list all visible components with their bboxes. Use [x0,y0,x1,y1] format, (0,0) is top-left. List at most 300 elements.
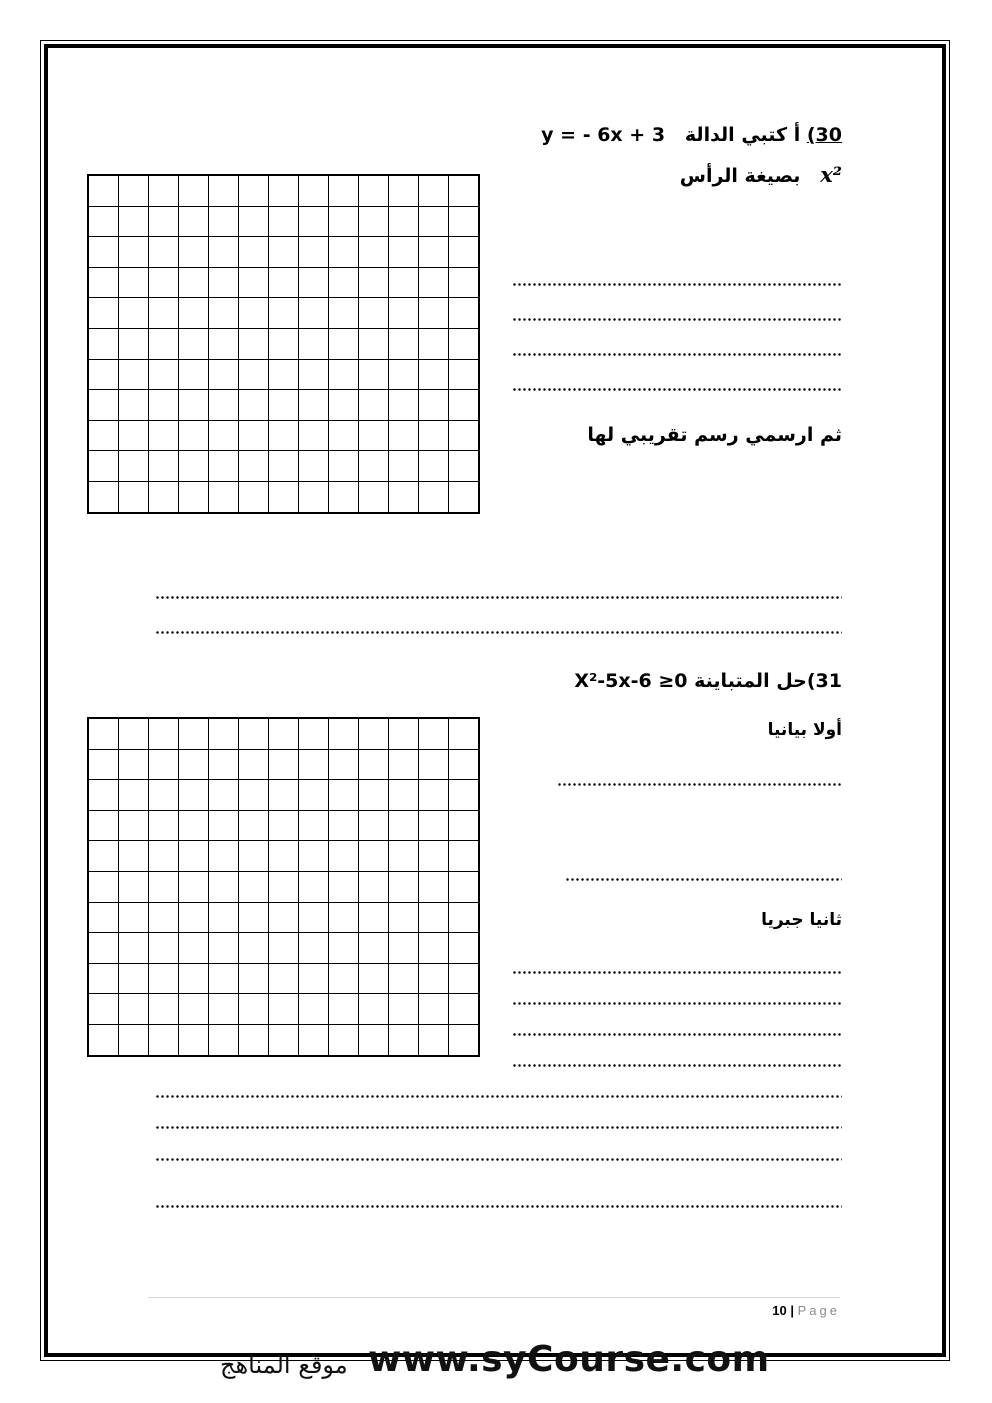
answer-line[interactable] [512,971,842,974]
grid-cell[interactable] [389,963,419,994]
grid-cell[interactable] [329,841,359,872]
grid-cell[interactable] [449,871,480,902]
grid-cell[interactable] [179,902,209,933]
grid-cell[interactable] [299,328,329,359]
grid-cell[interactable] [179,267,209,298]
grid-cell[interactable] [449,206,480,237]
grid-cell[interactable] [329,902,359,933]
grid-cell[interactable] [119,718,149,749]
answer-line[interactable] [512,1002,842,1005]
grid-cell[interactable] [209,933,239,964]
grid-cell[interactable] [359,328,389,359]
grid-cell[interactable] [389,451,419,482]
grid-cell[interactable] [359,359,389,390]
grid-cell[interactable] [269,481,299,512]
grid-cell[interactable] [88,298,119,329]
grid-cell[interactable] [419,451,449,482]
grid-cell[interactable] [88,749,119,780]
grid-cell[interactable] [119,206,149,237]
grid-cell[interactable] [179,237,209,268]
grid-cell[interactable] [359,871,389,902]
grid-cell[interactable] [359,481,389,512]
grid-cell[interactable] [299,994,329,1025]
grid-cell[interactable] [449,810,480,841]
grid-cell[interactable] [329,390,359,421]
grid-cell[interactable] [149,206,179,237]
grid-cell[interactable] [449,420,480,451]
grid-cell[interactable] [299,749,329,780]
grid-cell[interactable] [179,994,209,1025]
grid-cell[interactable] [359,780,389,811]
grid-cell[interactable] [299,810,329,841]
grid-cell[interactable] [419,902,449,933]
grid-cell[interactable] [329,963,359,994]
grid-cell[interactable] [389,902,419,933]
grid-cell[interactable] [449,994,480,1025]
grid-cell[interactable] [269,420,299,451]
grid-cell[interactable] [149,933,179,964]
grid-cell[interactable] [149,175,179,206]
grid-cell[interactable] [419,481,449,512]
grid-cell[interactable] [389,481,419,512]
grid-cell[interactable] [269,175,299,206]
grid-cell[interactable] [119,780,149,811]
answer-line[interactable] [155,1126,842,1129]
grid-cell[interactable] [119,175,149,206]
grid-cell[interactable] [239,451,269,482]
grid-cell[interactable] [389,390,419,421]
grid-cell[interactable] [389,175,419,206]
answer-line[interactable] [155,1158,842,1161]
grid-cell[interactable] [179,206,209,237]
grid-cell[interactable] [88,1024,119,1055]
grid-cell[interactable] [119,390,149,421]
grid-cell[interactable] [239,420,269,451]
grid-cell[interactable] [179,841,209,872]
grid-cell[interactable] [269,237,299,268]
answer-line[interactable] [565,878,842,881]
grid-cell[interactable] [419,718,449,749]
grid-cell[interactable] [149,359,179,390]
grid-cell[interactable] [88,780,119,811]
grid-cell[interactable] [88,206,119,237]
grid-cell[interactable] [389,994,419,1025]
q31-graph-grid[interactable] [87,717,480,1057]
grid-cell[interactable] [149,237,179,268]
grid-cell[interactable] [149,871,179,902]
grid-cell[interactable] [329,1024,359,1055]
grid-cell[interactable] [299,298,329,329]
grid-cell[interactable] [209,871,239,902]
grid-cell[interactable] [209,451,239,482]
grid-cell[interactable] [179,328,209,359]
grid-cell[interactable] [239,328,269,359]
grid-cell[interactable] [119,267,149,298]
grid-cell[interactable] [239,718,269,749]
grid-cell[interactable] [359,206,389,237]
answer-line[interactable] [512,1064,842,1067]
grid-cell[interactable] [209,175,239,206]
grid-cell[interactable] [389,328,419,359]
grid-cell[interactable] [449,963,480,994]
answer-line[interactable] [512,283,842,286]
grid-cell[interactable] [269,718,299,749]
grid-cell[interactable] [419,298,449,329]
grid-cell[interactable] [209,963,239,994]
grid-cell[interactable] [149,1024,179,1055]
grid-cell[interactable] [359,1024,389,1055]
grid-cell[interactable] [329,933,359,964]
grid-cell[interactable] [149,451,179,482]
grid-cell[interactable] [419,390,449,421]
grid-cell[interactable] [119,749,149,780]
grid-cell[interactable] [179,451,209,482]
grid-cell[interactable] [209,206,239,237]
grid-cell[interactable] [299,780,329,811]
grid-cell[interactable] [88,420,119,451]
grid-cell[interactable] [88,810,119,841]
grid-cell[interactable] [179,420,209,451]
grid-cell[interactable] [179,871,209,902]
grid-cell[interactable] [419,328,449,359]
grid-cell[interactable] [419,206,449,237]
grid-cell[interactable] [299,481,329,512]
grid-cell[interactable] [359,902,389,933]
answer-line[interactable] [155,631,842,634]
grid-cell[interactable] [88,963,119,994]
grid-cell[interactable] [239,359,269,390]
grid-cell[interactable] [389,780,419,811]
grid-cell[interactable] [119,871,149,902]
grid-cell[interactable] [88,902,119,933]
grid-cell[interactable] [239,902,269,933]
answer-line[interactable] [512,353,842,356]
grid-cell[interactable] [119,810,149,841]
answer-line[interactable] [155,596,842,599]
grid-cell[interactable] [299,718,329,749]
grid-cell[interactable] [419,1024,449,1055]
grid-cell[interactable] [209,359,239,390]
grid-cell[interactable] [149,420,179,451]
grid-cell[interactable] [449,1024,480,1055]
grid-cell[interactable] [239,206,269,237]
grid-cell[interactable] [359,175,389,206]
grid-cell[interactable] [209,267,239,298]
grid-cell[interactable] [88,390,119,421]
grid-cell[interactable] [149,994,179,1025]
grid-cell[interactable] [269,871,299,902]
grid-cell[interactable] [389,359,419,390]
grid-cell[interactable] [329,267,359,298]
grid-cell[interactable] [119,481,149,512]
grid-cell[interactable] [299,175,329,206]
grid-cell[interactable] [359,994,389,1025]
grid-cell[interactable] [299,1024,329,1055]
grid-cell[interactable] [149,267,179,298]
grid-cell[interactable] [88,267,119,298]
grid-cell[interactable] [449,267,480,298]
grid-cell[interactable] [299,451,329,482]
grid-cell[interactable] [119,420,149,451]
grid-cell[interactable] [239,749,269,780]
grid-cell[interactable] [449,902,480,933]
grid-cell[interactable] [329,206,359,237]
grid-cell[interactable] [329,359,359,390]
grid-cell[interactable] [299,237,329,268]
grid-cell[interactable] [389,810,419,841]
grid-cell[interactable] [239,237,269,268]
grid-cell[interactable] [179,1024,209,1055]
grid-cell[interactable] [179,963,209,994]
grid-cell[interactable] [449,451,480,482]
answer-line[interactable] [512,1033,842,1036]
grid-cell[interactable] [149,718,179,749]
grid-cell[interactable] [119,933,149,964]
grid-cell[interactable] [269,328,299,359]
grid-cell[interactable] [299,933,329,964]
grid-cell[interactable] [419,963,449,994]
grid-cell[interactable] [329,994,359,1025]
grid-cell[interactable] [179,933,209,964]
grid-cell[interactable] [88,718,119,749]
grid-cell[interactable] [269,1024,299,1055]
grid-cell[interactable] [269,298,299,329]
grid-cell[interactable] [389,237,419,268]
grid-cell[interactable] [119,298,149,329]
grid-cell[interactable] [359,718,389,749]
grid-cell[interactable] [329,420,359,451]
grid-cell[interactable] [419,780,449,811]
grid-cell[interactable] [449,237,480,268]
grid-cell[interactable] [269,206,299,237]
grid-cell[interactable] [449,175,480,206]
grid-cell[interactable] [359,390,389,421]
grid-cell[interactable] [299,390,329,421]
grid-cell[interactable] [209,810,239,841]
grid-cell[interactable] [389,298,419,329]
grid-cell[interactable] [179,390,209,421]
grid-cell[interactable] [359,451,389,482]
grid-cell[interactable] [88,994,119,1025]
grid-cell[interactable] [209,298,239,329]
grid-cell[interactable] [209,718,239,749]
grid-cell[interactable] [269,994,299,1025]
grid-cell[interactable] [88,359,119,390]
grid-cell[interactable] [449,481,480,512]
grid-cell[interactable] [329,749,359,780]
grid-cell[interactable] [359,963,389,994]
grid-cell[interactable] [359,420,389,451]
grid-cell[interactable] [239,841,269,872]
grid-cell[interactable] [88,933,119,964]
grid-cell[interactable] [179,175,209,206]
grid-cell[interactable] [149,810,179,841]
grid-cell[interactable] [119,841,149,872]
grid-cell[interactable] [389,841,419,872]
grid-cell[interactable] [209,994,239,1025]
grid-cell[interactable] [299,841,329,872]
grid-cell[interactable] [269,963,299,994]
grid-cell[interactable] [449,718,480,749]
grid-cell[interactable] [119,1024,149,1055]
grid-cell[interactable] [88,237,119,268]
grid-cell[interactable] [149,963,179,994]
grid-cell[interactable] [329,481,359,512]
grid-cell[interactable] [359,810,389,841]
grid-cell[interactable] [449,933,480,964]
grid-cell[interactable] [329,237,359,268]
grid-cell[interactable] [269,390,299,421]
grid-cell[interactable] [419,994,449,1025]
grid-cell[interactable] [239,390,269,421]
grid-cell[interactable] [209,780,239,811]
grid-cell[interactable] [329,871,359,902]
grid-cell[interactable] [329,298,359,329]
grid-cell[interactable] [88,175,119,206]
grid-cell[interactable] [239,933,269,964]
grid-cell[interactable] [359,933,389,964]
grid-cell[interactable] [329,718,359,749]
grid-cell[interactable] [419,841,449,872]
grid-cell[interactable] [359,841,389,872]
grid-cell[interactable] [269,451,299,482]
grid-cell[interactable] [149,298,179,329]
grid-cell[interactable] [179,718,209,749]
grid-cell[interactable] [239,994,269,1025]
grid-cell[interactable] [389,871,419,902]
grid-cell[interactable] [88,871,119,902]
grid-cell[interactable] [419,175,449,206]
grid-cell[interactable] [149,780,179,811]
grid-cell[interactable] [449,328,480,359]
grid-cell[interactable] [119,359,149,390]
grid-cell[interactable] [359,749,389,780]
grid-cell[interactable] [269,749,299,780]
grid-cell[interactable] [389,1024,419,1055]
grid-cell[interactable] [299,420,329,451]
grid-cell[interactable] [239,1024,269,1055]
answer-line[interactable] [512,318,842,321]
grid-cell[interactable] [329,810,359,841]
grid-cell[interactable] [269,841,299,872]
grid-cell[interactable] [209,237,239,268]
grid-cell[interactable] [209,481,239,512]
grid-cell[interactable] [389,267,419,298]
grid-cell[interactable] [209,749,239,780]
grid-cell[interactable] [389,206,419,237]
grid-cell[interactable] [149,841,179,872]
grid-cell[interactable] [419,237,449,268]
grid-cell[interactable] [119,963,149,994]
grid-cell[interactable] [389,718,419,749]
grid-cell[interactable] [329,175,359,206]
grid-cell[interactable] [449,841,480,872]
grid-cell[interactable] [209,390,239,421]
grid-cell[interactable] [239,298,269,329]
grid-cell[interactable] [239,267,269,298]
grid-cell[interactable] [419,810,449,841]
grid-cell[interactable] [119,328,149,359]
grid-cell[interactable] [299,902,329,933]
grid-cell[interactable] [119,994,149,1025]
grid-cell[interactable] [449,780,480,811]
grid-cell[interactable] [88,481,119,512]
grid-cell[interactable] [389,933,419,964]
grid-cell[interactable] [239,963,269,994]
grid-cell[interactable] [299,871,329,902]
grid-cell[interactable] [269,810,299,841]
grid-cell[interactable] [149,390,179,421]
grid-cell[interactable] [419,749,449,780]
grid-cell[interactable] [329,451,359,482]
answer-line[interactable] [155,1095,842,1098]
grid-cell[interactable] [419,420,449,451]
grid-cell[interactable] [359,267,389,298]
grid-cell[interactable] [179,481,209,512]
q30-graph-grid[interactable] [87,174,480,514]
grid-cell[interactable] [449,749,480,780]
grid-cell[interactable] [88,451,119,482]
grid-cell[interactable] [389,420,419,451]
grid-cell[interactable] [359,237,389,268]
grid-cell[interactable] [269,902,299,933]
grid-cell[interactable] [88,841,119,872]
grid-cell[interactable] [299,267,329,298]
answer-line[interactable] [557,783,842,786]
answer-line[interactable] [155,1205,842,1208]
grid-cell[interactable] [209,420,239,451]
grid-cell[interactable] [329,328,359,359]
grid-cell[interactable] [419,359,449,390]
grid-cell[interactable] [239,175,269,206]
grid-cell[interactable] [119,902,149,933]
grid-cell[interactable] [119,451,149,482]
grid-cell[interactable] [209,841,239,872]
grid-cell[interactable] [209,1024,239,1055]
grid-cell[interactable] [449,298,480,329]
grid-cell[interactable] [299,963,329,994]
grid-cell[interactable] [329,780,359,811]
grid-cell[interactable] [209,328,239,359]
grid-cell[interactable] [239,871,269,902]
grid-cell[interactable] [149,481,179,512]
grid-cell[interactable] [149,902,179,933]
grid-cell[interactable] [269,933,299,964]
grid-cell[interactable] [419,267,449,298]
grid-cell[interactable] [239,481,269,512]
grid-cell[interactable] [149,328,179,359]
grid-cell[interactable] [88,328,119,359]
grid-cell[interactable] [269,267,299,298]
grid-cell[interactable] [239,810,269,841]
grid-cell[interactable] [449,390,480,421]
grid-cell[interactable] [419,933,449,964]
grid-cell[interactable] [149,749,179,780]
grid-cell[interactable] [179,359,209,390]
grid-cell[interactable] [179,298,209,329]
grid-cell[interactable] [419,871,449,902]
grid-cell[interactable] [179,780,209,811]
grid-cell[interactable] [389,749,419,780]
grid-cell[interactable] [269,780,299,811]
grid-cell[interactable] [359,298,389,329]
grid-cell[interactable] [299,206,329,237]
grid-cell[interactable] [179,749,209,780]
grid-cell[interactable] [179,810,209,841]
grid-cell[interactable] [119,237,149,268]
grid-cell[interactable] [239,780,269,811]
grid-cell[interactable] [449,359,480,390]
